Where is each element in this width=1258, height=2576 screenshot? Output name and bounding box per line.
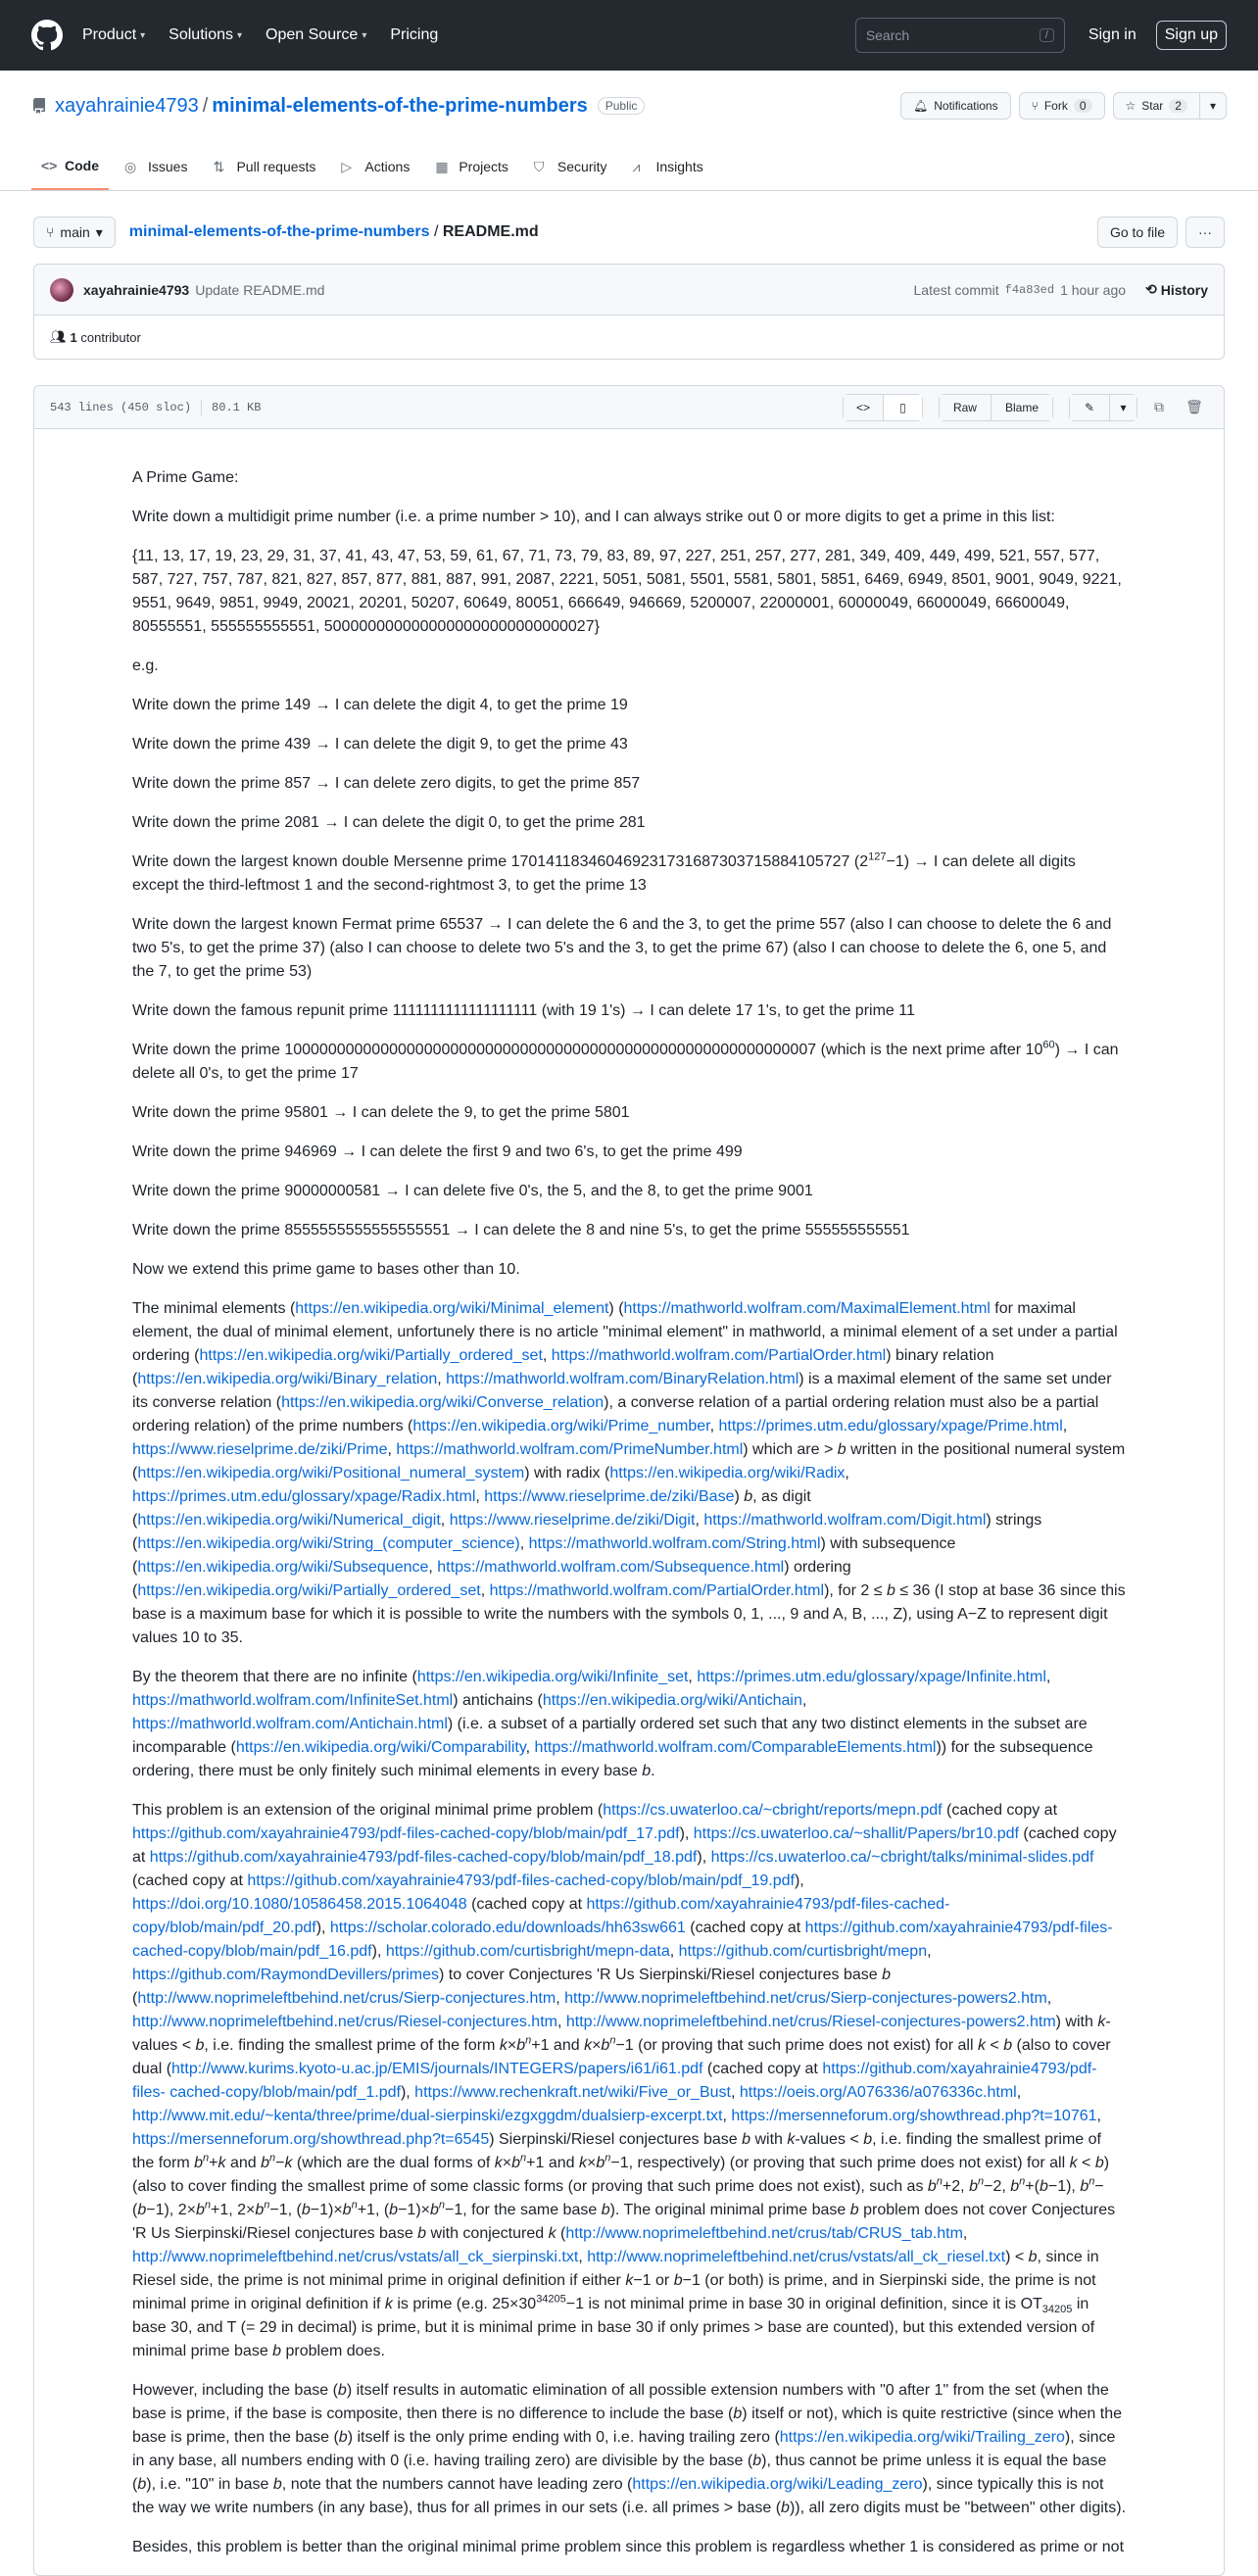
copy-button[interactable]	[1145, 394, 1173, 421]
paragraph: Write down the largest known Fermat prime 65537 → I can delete the 6 and the 3, to get the prime 557 (also I can choose to delete the 6 and two 5's, to get the prime 37) (also I can choose to delete two 5's and the 3, to get the prime 67) (also I can choose to delete the 6, one 5, and the 7, to get the prime 53)	[132, 916, 1112, 980]
site-header	[0, 0, 1258, 71]
tab-projects[interactable]	[425, 143, 518, 190]
file-nav-actions	[1097, 217, 1225, 248]
tab-insights[interactable]	[622, 143, 712, 190]
tab-pull-requests[interactable]	[203, 143, 325, 190]
link[interactable]: https://github.com/curtisbright/mepn-data	[385, 1943, 670, 1960]
pencil-icon: ✎	[1084, 400, 1095, 414]
link[interactable]: https://mathworld.wolfram.com/Subsequence.html	[437, 1559, 785, 1576]
link[interactable]: https://github.com/xayahrainie4793/pdf-files-cached-	[586, 1896, 950, 1913]
chevron-down-icon: ▾	[237, 29, 243, 41]
link[interactable]: https://en.wikipedia.org/wiki/Antichain	[542, 1692, 802, 1709]
repo-name-link[interactable]: minimal-elements-of-the-prime-numbers	[212, 94, 588, 117]
link[interactable]: https://github.com/xayahrainie4793/pdf-files-cached-copy/blob/main/pdf_17.pdf	[132, 1825, 680, 1842]
link[interactable]: https://scholar.colorado.edu/downloads/hh63sw661	[329, 1920, 686, 1936]
link[interactable]: https://mathworld.wolfram.com/PartialOrder.html	[489, 1582, 825, 1599]
paragraph: Write down the prime 439 → I can delete the digit 9, to get the prime 43	[132, 736, 628, 753]
link[interactable]: https://mathworld.wolfram.com/BinaryRelation.html	[446, 1371, 799, 1387]
file-viewer	[33, 385, 1225, 2576]
paragraph: Write down the prime 2081 → I can delete the digit 0, to get the prime 281	[132, 814, 646, 831]
paragraph-minimal-elements: The minimal elements (https://en.wikipedia.org/wiki/Minimal_element) (https://mathworld.wolfram.com/MaximalElement.html for maximal element, the dual of minimal element, unfortunely there is no article "minimal element" in mathworld, a minimal element of a set under a partial ordering (https://en.wikipedia.org/wiki/Partially_ordered_set, https://mathworld.wolfram.com/PartialOrder.html) binary relation (https://en.wikipedia.org/wiki/Binary_relation, https://mathworld.wolfram.com/BinaryRelation.html) is a maximal element of the same set under its converse relation (https://en.wikipedia.org/wiki/Converse_relation), a converse relation of a partial ordering relation must also be a partial ordering relation) of the prime numbers (https://en.wikipedia.org/wiki/Prime_number, https://primes.utm.edu/glossary/xpage/Prime.html, https://www.rieselprime.de/ziki/Prime, https://mathworld.wolfram.com/PrimeNumber.html) which are > b written in the positional numeral system (https://en.wikipedia.org/wiki/Positional_numeral_system) with radix (https://en.wikipedia.org/wiki/Radix, https://primes.utm.edu/glossary/xpage/Radix.html, https://www.rieselprime.de/ziki/Base) b, as digit (https://en.wikipedia.org/wiki/Numerical_digit, https://www.rieselprime.de/ziki/Digit, https://mathworld.wolfram.com/Digit.html) strings (https://en.wikipedia.org/wiki/String_(computer_science), https://mathworld.wolfram.com/String.html) with subsequence (https://en.wikipedia.org/wiki/Subsequence, https://mathworld.wolfram.com/Subsequence.html) ordering (https://en.wikipedia.org/wiki/Partially_ordered_set, https://mathworld.wolfram.com/PartialOrder.html), for 2 ≤ b ≤ 36 (I stop at base 36 since this base is a maximum base for which it is possible to write the numbers with the symbols 0, 1, ..., 9 and A, B, ..., Z), using A−Z to represent digit values 10 to 35.	[132, 1300, 1126, 1646]
link[interactable]: https://en.wikipedia.org/wiki/Trailing_zero	[779, 2429, 1065, 2446]
tab-security[interactable]	[524, 143, 617, 190]
fork-button[interactable]	[1019, 92, 1105, 120]
repo-icon	[31, 98, 47, 114]
paragraph: {11, 13, 17, 19, 23, 29, 31, 37, 41, 43, 47, 53, 59, 61, 67, 71, 73, 79, 83, 89, 97, 227, 251, 257, 277, 281, 349, 409, 449, 499, 521, 557, 577, 587, 727, 757, 787, 821, 827, 857, 877, 881, 887, 991, 2087, 2221, 5051, 5081, 5501, 5581, 5801, 5851, 6469, 6949, 8501, 9001, 9049, 9221, 9551, 9649, 9851, 9949, 20021, 20201, 50207, 60649, 80051, 666649, 946669, 5200007, 22000001, 60000049, 66000049, 66600049, 80555551, 555555555551, 5000000000000000000000000000027}	[132, 548, 1122, 635]
text: Write down the largest known double Mersenne prime 170141183460469231731687303715884105727 (2	[132, 853, 869, 870]
link[interactable]: https://www.rechenkraft.net/wiki/Five_or_Bust	[414, 2084, 731, 2101]
link[interactable]: https://en.wikipedia.org/wiki/Partially_ordered_set	[137, 1582, 481, 1599]
tab-label: Pull requests	[236, 159, 316, 174]
tab-label: Projects	[459, 159, 508, 174]
branch-icon: ⑂	[46, 224, 55, 240]
link[interactable]: https://en.wikipedia.org/wiki/Minimal_element	[295, 1300, 609, 1317]
paragraph: Write down the prime 8555555555555555551 → I can delete the 8 and nine 5's, to get the prime 555555555551	[132, 1222, 910, 1239]
chevron-down-icon: ▾	[362, 29, 367, 41]
contributors-link[interactable]	[71, 330, 141, 345]
link[interactable]: https://github.com/RaymondDevillers/primes	[132, 1967, 440, 1983]
fork-icon: ⑂	[1031, 99, 1039, 113]
nav-label: Product	[82, 26, 137, 43]
nav-pricing[interactable]	[390, 26, 438, 44]
code-view-button[interactable]	[844, 395, 883, 420]
tab-label: Security	[556, 159, 607, 174]
tab-code[interactable]	[31, 143, 109, 190]
link[interactable]: http://www.noprimeleftbehind.net/crus/Riesel-conjectures-powers2.htm	[565, 2014, 1056, 2030]
go-to-file-button[interactable]: Go to file	[1097, 217, 1178, 248]
breadcrumb-repo-link[interactable]: minimal-elements-of-the-prime-numbers	[128, 223, 430, 240]
github-logo-icon[interactable]	[31, 20, 63, 51]
link[interactable]: http://www.noprimeleftbehind.net/crus/Riesel-conjectures.htm	[132, 2014, 557, 2030]
file-toolbar	[843, 394, 1208, 421]
link[interactable]: https://mathworld.wolfram.com/PrimeNumber.html	[396, 1441, 744, 1458]
issue-icon: ◎	[124, 159, 137, 174]
link[interactable]: http://www.noprimeleftbehind.net/crus/vstats/all_ck_sierpinski.txt	[132, 2249, 579, 2265]
link[interactable]: https://mathworld.wolfram.com/Digit.html	[703, 1512, 987, 1529]
code-icon: <>	[855, 400, 870, 414]
breadcrumb-separator: /	[433, 223, 439, 240]
link[interactable]: https://github.com/xayahrainie4793/pdf-files-	[804, 1920, 1113, 1936]
breadcrumb-file: README.md	[442, 223, 539, 240]
text: Write down the prime 1000000000000000000000000000000000000000000000000000000000007 (which is the next prime after 10	[132, 1042, 1043, 1058]
link[interactable]: http://www.mit.edu/~kenta/three/prime/dual-sierpinski/ezgxggdm/dualsierp-excerpt.txt	[132, 2108, 723, 2124]
commit-message-link[interactable]: Update README.md	[195, 281, 325, 298]
chevron-down-icon: ▾	[95, 223, 103, 240]
contributors-row	[34, 316, 1224, 359]
link[interactable]: http://www.noprimeleftbehind.net/crus/tab/CRUS_tab.htm	[565, 2225, 963, 2242]
raw-button[interactable]: Raw	[940, 395, 991, 420]
link[interactable]: http://www.noprimeleftbehind.net/crus/Sierp-conjectures-powers2.htm	[564, 1990, 1047, 2007]
link[interactable]: https://www.rieselprime.de/ziki/Base	[484, 1488, 735, 1505]
superscript: 60	[1042, 1039, 1055, 1051]
chevron-down-icon: ▾	[1120, 400, 1127, 414]
link[interactable]: https://primes.utm.edu/glossary/xpage/Prime.html	[718, 1418, 1063, 1434]
branch-name: main	[60, 224, 90, 240]
history-label: History	[1160, 281, 1208, 298]
link[interactable]: https://en.wikipedia.org/wiki/Numerical_digit	[137, 1512, 441, 1529]
notifications-button[interactable]	[900, 92, 1011, 120]
file-viewer-header	[34, 386, 1224, 429]
delete-button[interactable]	[1181, 394, 1208, 421]
paragraph: Write down the prime 95801 → I can delete the 9, to get the prime 5801	[132, 1104, 630, 1121]
star-dropdown-button[interactable]	[1200, 92, 1227, 120]
star-label: Star	[1141, 99, 1164, 113]
view-toggle	[843, 394, 923, 421]
history-link[interactable]	[1145, 281, 1208, 298]
global-nav	[82, 26, 438, 44]
search-input[interactable]	[855, 18, 1065, 53]
link[interactable]: https://mersenneforum.org/showthread.php?t=6545	[132, 2131, 490, 2148]
paragraph: e.g.	[132, 657, 159, 674]
paragraph: Besides, this problem is better than the original minimal prime problem since this problem is regardless whether 1 is considered as prime or not	[132, 2539, 1125, 2555]
pull-request-icon: ⇅	[213, 159, 225, 174]
link[interactable]: https://www.rieselprime.de/ziki/Digit	[449, 1512, 696, 1529]
tab-label: Actions	[364, 159, 411, 174]
link[interactable]: https://en.wikipedia.org/wiki/Partially_ordered_set	[199, 1347, 543, 1364]
text: ) → I can delete all 0's, to get the prime 17	[132, 1042, 1119, 1082]
sign-in-link[interactable]: Sign in	[1088, 26, 1137, 43]
link[interactable]: https://mathworld.wolfram.com/Antichain.html	[132, 1716, 448, 1732]
link[interactable]: https://github.com/curtisbright/mepn	[678, 1943, 928, 1960]
link[interactable]: https://mathworld.wolfram.com/InfiniteSet.html	[132, 1692, 454, 1709]
raw-blame-group	[939, 394, 1053, 421]
search-shortcut-key: /	[1040, 28, 1054, 42]
link[interactable]: http://www.kurims.kyoto-u.ac.jp/EMIS/journals/INTEGERS/papers/i61/i61.pdf	[171, 2061, 703, 2077]
link[interactable]: copy/blob/main/pdf_20.pdf	[132, 1920, 316, 1936]
tab-label: Insights	[655, 159, 703, 174]
commit-time: 1 hour ago	[1060, 281, 1127, 298]
link[interactable]: https://mathworld.wolfram.com/MaximalElement.html	[623, 1300, 991, 1317]
edit-dropdown-button[interactable]	[1109, 395, 1137, 420]
more-options-button[interactable]: ···	[1185, 217, 1225, 248]
contributor-label: contributor	[80, 329, 141, 345]
edit-group	[1069, 394, 1137, 421]
history-icon: ⟲	[1145, 281, 1157, 297]
link[interactable]: https://github.com/xayahrainie4793/pdf-files-cached-copy/blob/main/pdf_18.pdf	[149, 1849, 698, 1866]
link[interactable]: https://mathworld.wolfram.com/PartialOrder.html	[551, 1347, 887, 1364]
link[interactable]: https://mathworld.wolfram.com/String.html	[528, 1535, 821, 1552]
code-icon: <>	[41, 158, 58, 173]
link[interactable]: https://cs.uwaterloo.ca/~cbright/reports/mepn.pdf	[603, 1802, 943, 1819]
tab-actions[interactable]	[331, 143, 419, 190]
repo-owner-link[interactable]: xayahrainie4793	[55, 94, 199, 117]
fork-count: 0	[1074, 99, 1092, 113]
people-icon: 👥︎	[50, 329, 67, 344]
commit-row	[34, 265, 1224, 316]
link[interactable]: https://mathworld.wolfram.com/ComparableElements.html	[534, 1739, 937, 1756]
link[interactable]: https://en.wikipedia.org/wiki/Leading_zero	[632, 2476, 923, 2493]
branch-selector[interactable]	[33, 217, 116, 248]
link[interactable]: https://en.wikipedia.org/wiki/Radix	[609, 1465, 846, 1482]
star-count: 2	[1169, 99, 1187, 113]
chevron-down-icon: ▾	[1209, 99, 1216, 113]
contributor-count: 1	[70, 329, 77, 345]
blame-button[interactable]: Blame	[991, 395, 1052, 420]
paragraph: Write down the prime 90000000581 → I can delete five 0's, the 5, and the 8, to get the prime 9001	[132, 1183, 813, 1199]
repo-tabs	[31, 143, 1227, 190]
link[interactable]: https://en.wikipedia.org/wiki/Comparability	[235, 1739, 526, 1756]
tab-label: Code	[65, 158, 99, 173]
file-meta	[50, 400, 261, 415]
chevron-down-icon: ▾	[140, 29, 146, 41]
divider	[201, 400, 202, 415]
paragraph-extension: This problem is an extension of the original minimal prime problem (https://cs.uwaterloo.ca/~cbright/reports/mepn.pdf (cached copy at https://github.com/xayahrainie4793/pdf-files-cached-copy/blob/main/pdf_17.pdf), https://cs.uwaterloo.ca/~shallit/Papers/br10.pdf (cached copy at https://github.com/xayahrainie4793/pdf-files-cached-copy/blob/main/pdf_18.pdf), https://cs.uwaterloo.ca/~cbright/talks/minimal-slides.pdf (cached copy at https://github.com/xayahrainie4793/pdf-files-cached-copy/blob/main/pdf_19.pdf), https://doi.org/10.1080/10586458.2015.1064048 (cached copy at https://github.com/xayahrainie4793/pdf-files-cached- copy/blob/main/pdf_20.pdf), https://scholar.colorado.edu/downloads/hh63sw661 (cached copy at https://github.com/xayahrainie4793/pdf-files- cached-copy/blob/main/pdf_16.pdf), https://github.com/curtisbright/mepn-data, https://github.com/curtisbright/mepn, https://github.com/RaymondDevillers/primes) to cover Conjectures 'R Us Sierpinski/Riesel conjectures base b (http://www.noprimeleftbehind.net/crus/Sierp-conjectures.htm, http://www.noprimeleftbehind.net/crus/Sierp-conjectures-powers2.htm, http://www.noprimeleftbehind.net/crus/Riesel-conjectures.htm, http://www.noprimeleftbehind.net/crus/Riesel-conjectures-powers2.htm) with k-values < b, i.e. finding the smallest prime of the form $k\times b^n+1$ and $k\times b^n-1$ (or proving that such prime does not exist) for all k < b (also to cover dual (http://www.kurims.kyoto-u.ac.jp/EMIS/journals/INTEGERS/papers/i61/i61.pdf (cached copy at https://github.com/xayahrainie4793/pdf-files- cached-copy/blob/main/pdf_1.pdf), https://www.rechenkraft.net/wiki/Five_or_Bust, https://oeis.org/A076336/a076336c.html, http://www.mit.edu/~kenta/three/prime/dual-sierpinski/ezgxggdm/dualsierp-excerpt.txt, https://mersenneforum.org/showthread.php?t=10761, https://mersenneforum.org/showthread.php?t=6545) Sierpinski/Riesel conjectures base b with k-values < b, i.e. finding the smallest prime of the form $b^n+k$ and $b^n-k$ (which are the dual forms of $k\times b^n+1$ and $k\times b^n-1$, respectively) (or proving that such prime does not exist) for all k < b) (also to cover finding the smallest prime of some classic forms (or proving that such prime does not exist), such as $b^n+2$, $b^n-2$, $b^n+(b-1)$, $b^n-(b-1)$, $2\times b^n+1$, $2\times b^n-1$, $(b-1)\times b^n+1$, $(b-1)\times b^n-1$, for the same base b). The original minimal prime base b problem does not cover Conjectures 'R Us Sierpinski/Riesel conjectures base b with conjectured k (http://www.noprimeleftbehind.net/crus/tab/CRUS_tab.htm, http://www.noprimeleftbehind.net/crus/vstats/all_ck_sierpinski.txt, http://www.noprimeleftbehind.net/crus/vstats/all_ck_riesel.txt) < b, since in Riesel side, the prime is not minimal prime in original definition if either k−1 or b−1 (or both) is prime, and in Sierpinski side, the prime is not minimal prime in original definition if k is prime (e.g. $25\times 30^{34205}-1$ is not minimal prime in base 30 in original definition, since it is $OT_{34205}$ in base 30, and T (= 29 in decimal) is prime, but it is minimal prime in base 30 if only primes > base are counted), but this extended version of minimal prime base b problem does.	[132, 1802, 1117, 2359]
link[interactable]: https://en.wikipedia.org/wiki/Subsequence	[137, 1559, 429, 1576]
paragraph-theorem: By the theorem that there are no infinite (https://en.wikipedia.org/wiki/Infinite_set, https://primes.utm.edu/glossary/xpage/Infinite.html, https://mathworld.wolfram.com/InfiniteSet.html) antichains (https://en.wikipedia.org/wiki/Antichain, https://mathworld.wolfram.com/Antichain.html) (i.e. a subset of a partially ordered set such that any two distinct elements in the subset are incomparable (https://en.wikipedia.org/wiki/Comparability, https://mathworld.wolfram.com/ComparableElements.html)) for the subsequence ordering, there must be only finitely such minimal elements in every base b.	[132, 1669, 1093, 1779]
latest-commit-label: Latest commit	[913, 281, 999, 298]
paragraph: Write down the prime 149 → I can delete the digit 4, to get the prime 19	[132, 697, 628, 713]
link[interactable]: https://doi.org/10.1080/10586458.2015.1064048	[132, 1896, 467, 1913]
link[interactable]: https://primes.utm.edu/glossary/xpage/Infinite.html	[697, 1669, 1046, 1685]
breadcrumb	[129, 223, 539, 241]
readme-content	[34, 429, 1224, 2559]
trash-icon: 🗑︎	[1185, 399, 1203, 414]
link[interactable]: https://en.wikipedia.org/wiki/Infinite_set	[416, 1669, 689, 1685]
link[interactable]: https://en.wikipedia.org/wiki/Converse_relation	[281, 1394, 605, 1411]
edit-button[interactable]	[1070, 395, 1109, 420]
sign-up-button[interactable]: Sign up	[1156, 21, 1227, 50]
nav-label: Pricing	[390, 26, 439, 43]
link[interactable]: https://en.wikipedia.org/wiki/Prime_number	[412, 1418, 710, 1434]
link[interactable]: https://en.wikipedia.org/wiki/String_(computer_science)	[137, 1535, 520, 1552]
nav-product[interactable]	[82, 26, 145, 44]
visibility-badge: Public	[598, 97, 646, 115]
paragraph	[132, 851, 1126, 898]
commit-sha-link[interactable]: f4a83ed	[1004, 282, 1055, 297]
link[interactable]: https://oeis.org/A076336/a076336c.html	[739, 2084, 1017, 2101]
notifications-label: Notifications	[934, 99, 998, 113]
fork-label: Fork	[1043, 99, 1068, 113]
tab-label: Issues	[148, 159, 188, 174]
link[interactable]: https://github.com/xayahrainie4793/pdf-files-	[132, 2061, 1097, 2101]
avatar[interactable]	[50, 278, 73, 302]
link[interactable]: https://github.com/xayahrainie4793/pdf-files-cached-copy/blob/main/pdf_19.pdf	[247, 1872, 795, 1889]
file-navigation	[0, 217, 1258, 248]
repo-separator: /	[202, 94, 209, 117]
link[interactable]: https://en.wikipedia.org/wiki/Binary_relation	[137, 1371, 438, 1387]
repo-actions	[900, 92, 1227, 120]
link[interactable]: https://cs.uwaterloo.ca/~cbright/talks/minimal-slides.pdf	[710, 1849, 1094, 1866]
nav-label: Open Source	[266, 26, 359, 43]
link[interactable]: http://www.noprimeleftbehind.net/crus/vstats/all_ck_riesel.txt	[587, 2249, 1006, 2265]
graph-icon: ⩘	[632, 159, 641, 174]
commit-meta	[914, 281, 1208, 298]
link[interactable]: http://www.noprimeleftbehind.net/crus/Sierp-conjectures.htm	[137, 1990, 556, 2007]
text: −1) → I can delete all digits except the third-leftmost 1 and the second-rightmost 3, to get the prime 13	[132, 853, 1076, 894]
shield-icon: ⛉	[533, 159, 545, 174]
paragraph: Write down a multidigit prime number (i.e. a prime number > 10), and I can always strike out 0 or more digits to get a prime in this list:	[132, 509, 1055, 525]
link[interactable]: https://mersenneforum.org/showthread.php?t=10761	[731, 2108, 1097, 2124]
nav-solutions[interactable]	[169, 26, 242, 44]
table-icon: ▦	[435, 159, 449, 174]
link[interactable]: https://cs.uwaterloo.ca/~shallit/Papers/br10.pdf	[693, 1825, 1019, 1842]
nav-label: Solutions	[169, 26, 233, 43]
star-icon: ☆	[1125, 99, 1137, 113]
file-icon: ▯	[899, 400, 906, 414]
preview-button[interactable]	[883, 395, 922, 420]
line-count: 543 lines (450 sloc)	[50, 400, 192, 414]
paragraph	[132, 1039, 1126, 1086]
copy-icon: ⧉	[1154, 399, 1164, 414]
link[interactable]: https://primes.utm.edu/glossary/xpage/Radix.html	[132, 1488, 476, 1505]
file-size: 80.1 KB	[212, 400, 262, 414]
repo-header	[0, 71, 1258, 191]
play-icon: ▷	[341, 159, 353, 174]
paragraph-however: However, including the base (b) itself results in automatic elimination of all possible extension numbers with "0 after 1" from the set (when the base is prime, if the base is composite, then there is no difference to include the base (b) itself or not), which is quite restrictive (since when the base is prime, then the base (b) itself is the only prime ending with 0, i.e. having trailing zero (https://en.wikipedia.org/wiki/Trailing_zero), since in any base, all numbers ending with 0 (i.e. having trailing zero) are divisible by the base (b), thus cannot be prime unless it is equal the base (b), i.e. "10" in base b, note that the numbers cannot have leading zero (https://en.wikipedia.org/wiki/Leading_zero), since typically this is not the way we write numbers (in any base), thus for all primes in our sets (i.e. all primes > base (b)), all zero digits must be "between" other digits).	[132, 2382, 1127, 2516]
link[interactable]: cached-copy/blob/main/pdf_16.pdf	[132, 1943, 372, 1960]
star-button[interactable]	[1113, 92, 1200, 120]
repo-title-row	[31, 86, 1227, 125]
bell-icon: 🔔︎	[913, 99, 929, 113]
superscript: 127	[868, 851, 887, 863]
nav-open-source[interactable]	[266, 26, 366, 44]
link[interactable]: https://www.rieselprime.de/ziki/Prime	[132, 1441, 388, 1458]
paragraph: Now we extend this prime game to bases other than 10.	[132, 1261, 520, 1278]
latest-commit-box	[33, 264, 1225, 360]
paragraph: A Prime Game:	[132, 469, 239, 486]
commit-author-link[interactable]: xayahrainie4793	[83, 281, 190, 298]
paragraph: Write down the famous repunit prime 1111111111111111111 (with 19 1's) → I can delete 17 1's, to get the prime 11	[132, 1002, 915, 1019]
tab-issues[interactable]	[115, 143, 197, 190]
search-placeholder: Search	[865, 27, 910, 43]
link[interactable]: https://en.wikipedia.org/wiki/Positional_numeral_system	[137, 1465, 525, 1482]
paragraph: Write down the prime 857 → I can delete zero digits, to get the prime 857	[132, 775, 641, 792]
link[interactable]: cached-copy/blob/main/pdf_1.pdf	[169, 2084, 401, 2101]
paragraph: Write down the prime 946969 → I can delete the first 9 and two 6's, to get the prime 499	[132, 1143, 743, 1160]
